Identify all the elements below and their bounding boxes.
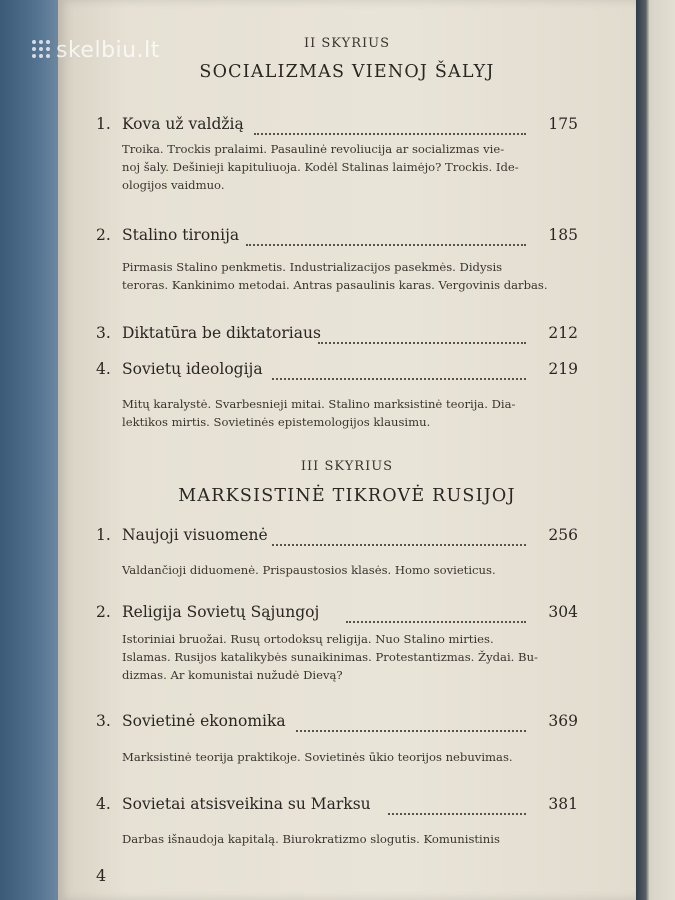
entry-description [122, 140, 572, 194]
entry-number: 2. [96, 603, 111, 621]
entry-page: 175 [548, 115, 578, 133]
chapter-title: MARKSISTINĖ TIKROVĖ RUSIJOJ [178, 486, 516, 506]
desc-line: noj šaly. Dešinieji kapituliuoja. Kodėl Stalinas laimėjo? Trockis. Ide- [122, 160, 519, 174]
desc-line: Darbas išnaudoja kapitalą. Biurokratizmo slogutis. Komunistinis [122, 832, 500, 846]
entry-number: 1. [96, 526, 111, 544]
entry-title: Sovietai atsisveikina su Marksu [122, 795, 371, 813]
chapter-title: SOCIALIZMAS VIENOJ ŠALYJ [199, 62, 495, 82]
desc-line: ologijos vaidmuo. [122, 178, 225, 192]
adjacent-page [636, 0, 675, 900]
entry-description [122, 830, 572, 848]
desc-line: Valdančioji diduomenė. Prispaustosios klasės. Homo sovieticus. [122, 563, 496, 577]
entry-title: Religija Sovietų Sąjungoj [122, 603, 320, 621]
entry-title: Stalino tironija [122, 226, 240, 244]
entry-description [122, 258, 572, 294]
dot-leader [272, 526, 526, 546]
desc-line: Istoriniai bruožai. Rusų ortodoksų religija. Nuo Stalino mirties. [122, 632, 494, 646]
entry-page: 212 [548, 324, 578, 342]
entry-page: 256 [548, 526, 578, 544]
entry-page: 369 [548, 712, 578, 730]
desc-line: teroras. Kankinimo metodai. Antras pasaulinis karas. Vergovinis darbas. [122, 278, 548, 292]
watermark-text: skelbiu.lt [56, 38, 160, 63]
desc-line: Troika. Trockis pralaimi. Pasaulinė revoliucija ar socializmas vie- [122, 142, 505, 156]
entry-description [122, 630, 572, 684]
entry-title: Kova už valdžią [122, 115, 244, 133]
entry-page: 381 [548, 795, 578, 813]
dot-leader [346, 603, 526, 623]
entry-number: 3. [96, 712, 111, 730]
dot-leader [388, 795, 526, 815]
entry-description [122, 395, 572, 431]
entry-number: 3. [96, 324, 111, 342]
desc-line: lektikos mirtis. Sovietinės epistemologijos klausimu. [122, 415, 431, 429]
dot-leader [272, 360, 526, 380]
watermark-logo-icon [30, 38, 52, 60]
book-binding [0, 0, 60, 900]
entry-number: 4. [96, 360, 111, 378]
desc-line: Mitų karalystė. Svarbesnieji mitai. Stalino marksistinė teorija. Dia- [122, 397, 516, 411]
entry-title: Sovietinė ekonomika [122, 712, 286, 730]
dot-leader [318, 324, 526, 344]
entry-page: 185 [548, 226, 578, 244]
entry-title: Sovietų ideologija [122, 360, 263, 378]
chapter-label: III SKYRIUS [300, 459, 394, 474]
desc-line: Marksistinė teorija praktikoje. Sovietinės ūkio teorijos nebuvimas. [122, 750, 513, 764]
dot-leader [246, 226, 526, 246]
dot-leader [254, 115, 526, 135]
page-number: 4 [96, 866, 107, 885]
entry-description [122, 748, 572, 766]
entry-description [122, 561, 572, 579]
dot-leader [296, 712, 526, 732]
entry-number: 2. [96, 226, 111, 244]
chapter-label: II SKYRIUS [303, 36, 391, 51]
desc-line: dizmas. Ar komunistai nužudė Dievą? [122, 668, 343, 682]
entry-page: 219 [548, 360, 578, 378]
entry-number: 4. [96, 795, 111, 813]
entry-number: 1. [96, 115, 111, 133]
desc-line: Islamas. Rusijos katalikybės sunaikinimas. Protestantizmas. Žydai. Bu- [122, 650, 538, 664]
entry-title: Diktatūra be diktatoriaus [122, 324, 321, 342]
entry-title: Naujoji visuomenė [122, 526, 268, 544]
desc-line: Pirmasis Stalino penkmetis. Industrializacijos pasekmės. Didysis [122, 260, 503, 274]
entry-page: 304 [548, 603, 578, 621]
